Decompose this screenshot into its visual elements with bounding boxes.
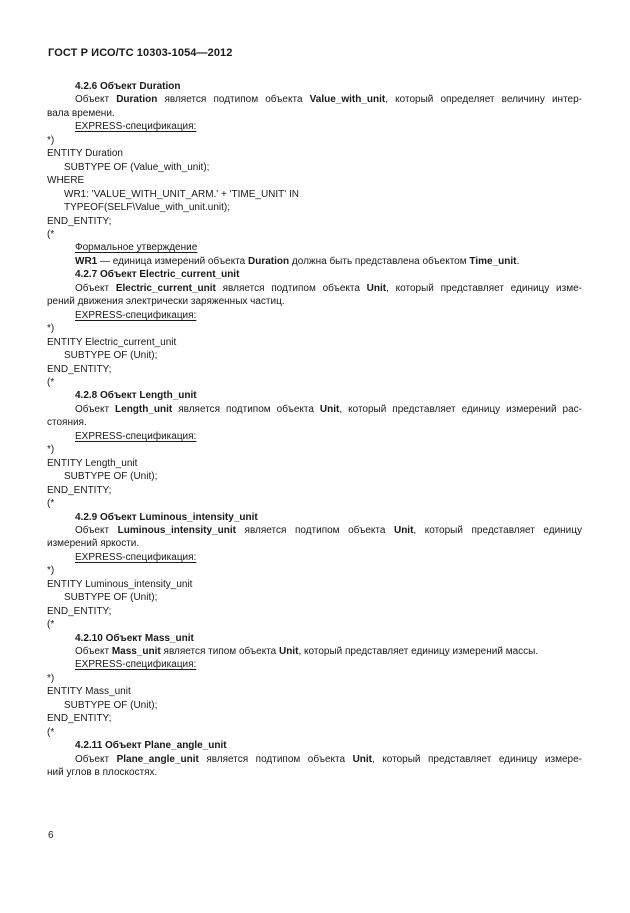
paragraph-line: стояния. [47,417,87,429]
code-line: END_ENTITY; [47,215,112,227]
code-line: (* [47,619,55,631]
code-line: ENTITY Mass_unit [47,686,131,698]
code-line: SUBTYPE OF (Unit); [64,699,158,711]
code-line: (* [47,376,55,388]
code-line: END_ENTITY; [47,484,112,496]
formal-statement-text: WR1 — единица измерений объекта Duration должна быть представлена объектом Time_unit. [75,255,520,267]
paragraph-line: Объект Electric_current_unit является подтипом объекта Unit, который представляет единицу изме- [75,282,582,294]
code-line: *) [47,134,55,146]
code-line: ENTITY Length_unit [47,457,138,469]
page-header: ГОСТ Р ИСО/ТС 10303-1054—2012 [48,47,233,59]
code-line: SUBTYPE OF (Unit); [64,471,158,483]
paragraph-line: Объект Plane_angle_unit является подтипом объекта Unit, который представляет единицу измере- [75,753,582,765]
express-spec-label: EXPRESS-спецификация: [75,430,197,442]
code-line: END_ENTITY; [47,363,112,375]
code-line: ENTITY Electric_current_unit [47,336,177,348]
code-line: *) [47,444,55,456]
section-heading-4-2-10: 4.2.10 Объект Mass_unit [75,632,194,644]
paragraph-line: Объект Luminous_intensity_unit является подтипом объекта Unit, который представляет единицу [75,524,582,536]
code-line: SUBTYPE OF (Unit); [64,350,158,362]
paragraph-line: Объект Mass_unit является типом объекта Unit, который представляет единицу измерений массы. [75,646,539,658]
code-line: WR1: 'VALUE_WITH_UNIT_ARM.' + 'TIME_UNIT' IN [64,188,299,200]
page-body [47,80,582,780]
express-spec-label: EXPRESS-спецификация: [75,551,197,563]
code-line: SUBTYPE OF (Unit); [64,592,158,604]
paragraph-line: Объект Duration является подтипом объекта Value_with_unit, который определяет величину интер- [75,94,582,106]
section-heading-4-2-6: 4.2.6 Объект Duration [75,81,181,92]
section-heading-4-2-11: 4.2.11 Объект Plane_angle_unit [75,740,227,752]
code-line: (* [47,726,55,738]
code-line: ENTITY Luminous_intensity_unit [47,578,193,590]
code-line: *) [47,565,55,577]
paragraph-line: рений движения электрически заряженных частиц. [47,296,285,308]
code-line: END_ENTITY; [47,713,112,725]
code-line: WHERE [47,175,85,187]
section-heading-4-2-8: 4.2.8 Объект Length_unit [75,390,197,402]
code-line: ENTITY Duration [47,148,123,160]
paragraph-line: Объект Length_unit является подтипом объекта Unit, который представляет единицу измерений рас- [75,403,582,415]
section-heading-4-2-7: 4.2.7 Объект Electric_current_unit [75,269,240,281]
code-line: END_ENTITY; [47,605,112,617]
paragraph-line: ний углов в плоскостях. [47,767,158,779]
code-line: TYPEOF(SELF\Value_with_unit.unit); [64,202,230,214]
express-spec-label: EXPRESS-спецификация: [75,659,197,671]
code-line: *) [47,323,55,335]
code-line: *) [47,672,55,684]
express-spec-label: EXPRESS-спецификация: [75,121,197,133]
paragraph-line: вала времени. [47,107,115,119]
express-spec-label: EXPRESS-спецификация: [75,309,197,321]
code-line: (* [47,498,55,510]
section-heading-4-2-9: 4.2.9 Объект Luminous_intensity_unit [75,511,258,523]
page-number: 6 [48,830,54,841]
code-line: SUBTYPE OF (Value_with_unit); [64,161,210,173]
formal-statement-label: Формальное утверждение [75,242,198,254]
paragraph-line: измерений яркости. [47,538,140,550]
code-line: (* [47,228,55,240]
